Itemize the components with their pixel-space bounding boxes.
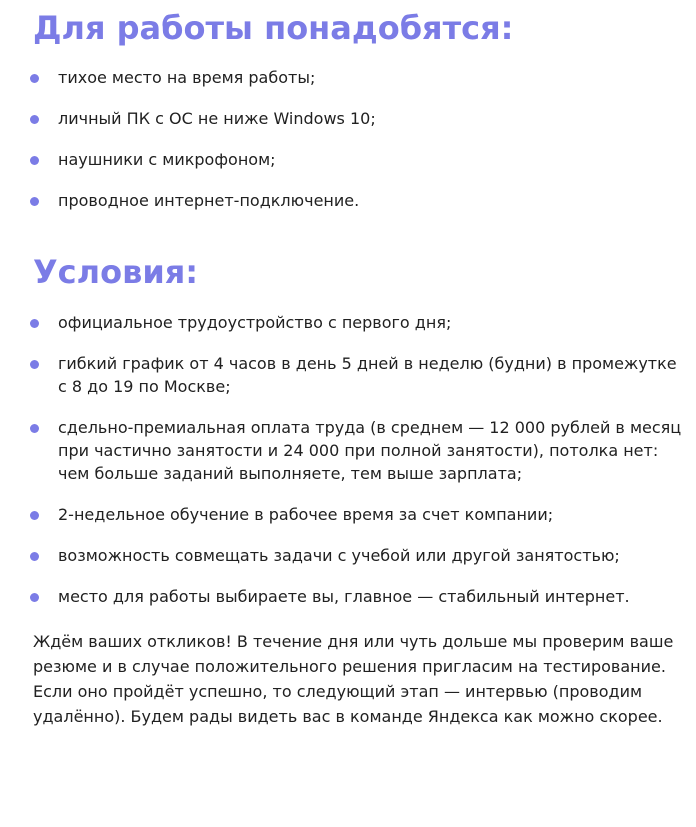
list-item-text: сдельно-премиальная оплата труда (в среднем — 12 000 рублей в месяц при частично занятости и 24 000 при полной занятости), потолка нет: чем больше заданий выполняете, тем выше зарплата; (58, 418, 682, 483)
bullet-icon (30, 511, 39, 520)
closing-paragraph: Ждём ваших откликов! В течение дня или чуть дольше мы проверим ваше резюме и в случае положительного решения пригласим на тестирование. Если оно пройдёт успешно, то следующий этап — интервью (проводим удалённо). Будем рады видеть вас в команде Яндекса как можно скорее. (33, 632, 674, 726)
list-item (30, 503, 690, 526)
bullet-icon (30, 424, 39, 433)
list-item (30, 352, 690, 398)
list-item-text: проводное интернет-подключение. (58, 191, 360, 210)
bullet-icon (30, 156, 39, 165)
list-item-text: гибкий график от 4 часов в день 5 дней в неделю (будни) в промежутке с 8 до 19 по Москве; (58, 354, 677, 396)
list-item-text: место для работы выбираете вы, главное — стабильный интернет. (58, 587, 630, 606)
list-item (30, 66, 690, 89)
list-item-text: официальное трудоустройство с первого дня; (58, 313, 452, 332)
list-item-text: наушники с микрофоном; (58, 150, 276, 169)
list-item-text: 2-недельное обучение в рабочее время за счет компании; (58, 505, 554, 524)
requirements-heading: Для работы понадобятся: (33, 9, 514, 47)
list-item (30, 148, 690, 171)
bullet-icon (30, 319, 39, 328)
list-item (30, 189, 690, 212)
list-item (30, 585, 690, 608)
bullet-icon (30, 552, 39, 561)
bullet-icon (30, 74, 39, 83)
bullet-icon (30, 360, 39, 369)
requirements-list (30, 66, 690, 230)
list-item (30, 416, 690, 485)
bullet-icon (30, 593, 39, 602)
list-item (30, 544, 690, 567)
list-item-text: возможность совмещать задачи с учебой или другой занятостью; (58, 546, 620, 565)
conditions-list (30, 311, 690, 626)
list-item-text: тихое место на время работы; (58, 68, 316, 87)
list-item (30, 311, 690, 334)
bullet-icon (30, 115, 39, 124)
list-item (30, 107, 690, 130)
list-item-text: личный ПК с ОС не ниже Windows 10; (58, 109, 376, 128)
conditions-heading: Условия: (33, 253, 199, 291)
bullet-icon (30, 197, 39, 206)
